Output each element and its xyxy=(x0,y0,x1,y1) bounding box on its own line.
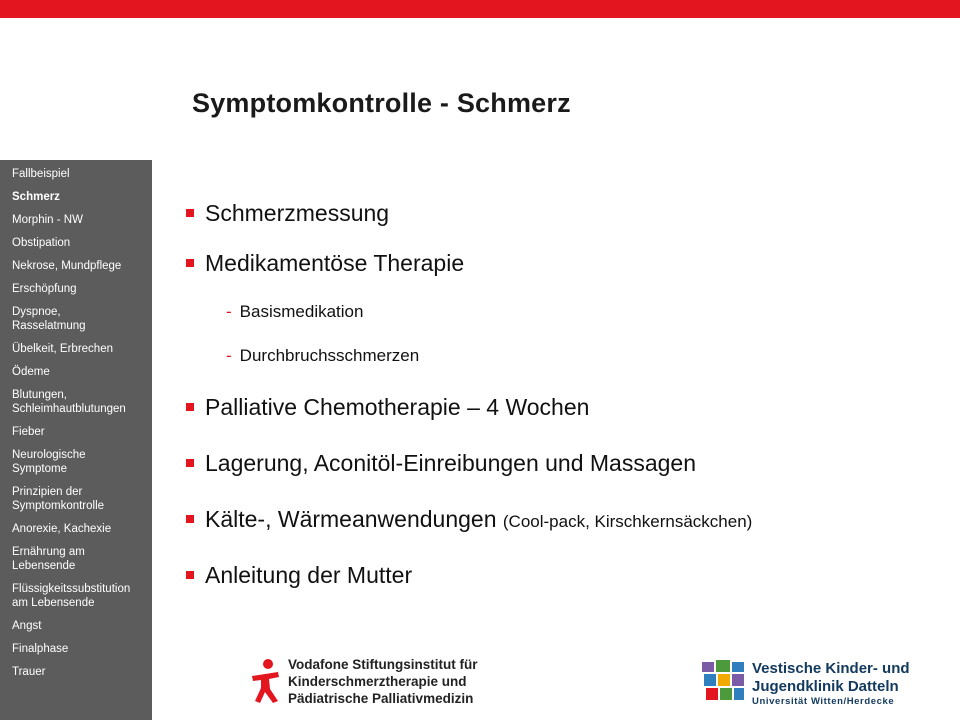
bullet-text: Palliative Chemotherapie – 4 Wochen xyxy=(205,394,590,420)
bullet-item xyxy=(186,394,589,421)
sidebar-item-label: Lebensende xyxy=(12,560,76,572)
sidebar-item-label: Ödeme xyxy=(12,366,50,378)
sidebar-item-label: Erschöpfung xyxy=(12,283,77,295)
vodafone-institute-logo xyxy=(248,656,478,709)
sidebar-item-label: Ernährung am xyxy=(12,546,85,558)
logo-line: Kinderschmerztherapie und xyxy=(288,674,467,689)
bullet-square-icon xyxy=(186,571,194,579)
sidebar-item[interactable] xyxy=(0,255,152,278)
sidebar-item-label: Übelkeit, Erbrechen xyxy=(12,343,113,355)
sidebar-item-label: Obstipation xyxy=(12,237,71,249)
sidebar-item[interactable] xyxy=(0,578,152,615)
sidebar-item[interactable] xyxy=(0,661,152,684)
vestische-klinik-logo xyxy=(700,658,910,713)
sidebar-item-label: Angst xyxy=(12,620,42,632)
sub-bullet-item xyxy=(226,302,363,322)
sidebar-item[interactable] xyxy=(0,301,152,338)
sidebar-item[interactable] xyxy=(0,232,152,255)
sidebar-item-label: Morphin - NW xyxy=(12,214,83,226)
bullet-text: Kälte-, Wärmeanwendungen xyxy=(205,506,497,532)
bullet-item xyxy=(186,450,696,477)
bullet-text: Anleitung der Mutter xyxy=(205,562,413,588)
sidebar-item-label: Fieber xyxy=(12,426,45,438)
sub-bullet-text: Basismedikation xyxy=(239,302,364,321)
sidebar-nav xyxy=(0,160,152,720)
sidebar-item-label: Schmerz xyxy=(12,191,60,203)
sidebar-item[interactable] xyxy=(0,481,152,518)
child-figure-icon xyxy=(248,656,284,704)
bullet-item xyxy=(186,562,412,589)
sidebar-list xyxy=(0,163,152,684)
bullet-item xyxy=(186,250,464,277)
sidebar-item-label: Prinzipien der xyxy=(12,486,83,498)
bullet-text: Medikamentöse Therapie xyxy=(205,250,465,276)
clinic-mosaic-icon xyxy=(700,658,748,708)
sidebar-item[interactable] xyxy=(0,421,152,444)
university-name: Universität Witten/Herdecke xyxy=(752,696,895,707)
dash-icon: - xyxy=(226,346,232,365)
sidebar-item-label: Nekrose, Mundpflege xyxy=(12,260,122,272)
sidebar-item-label: Schleimhautblutungen xyxy=(12,403,126,415)
sidebar-item[interactable] xyxy=(0,384,152,421)
sidebar-item-label: Rasselatmung xyxy=(12,320,86,332)
bullet-item xyxy=(186,200,389,227)
sidebar-item-label: Anorexie, Kachexie xyxy=(12,523,112,535)
sidebar-item[interactable] xyxy=(0,186,152,209)
logo-line: Vestische Kinder- und xyxy=(752,660,910,677)
sidebar-item-label: Symptome xyxy=(12,463,67,475)
sidebar-item-label: am Lebensende xyxy=(12,597,95,609)
sidebar-item-label: Blutungen, xyxy=(12,389,67,401)
sidebar-item[interactable] xyxy=(0,541,152,578)
bullet-square-icon xyxy=(186,459,194,467)
dash-icon: - xyxy=(226,302,232,321)
sub-bullet-text: Durchbruchsschmerzen xyxy=(239,346,420,365)
sidebar-item-label: Finalphase xyxy=(12,643,69,655)
bullet-square-icon xyxy=(186,515,194,523)
bullet-square-icon xyxy=(186,209,194,217)
bullet-square-icon xyxy=(186,403,194,411)
bullet-text: Schmerzmessung xyxy=(205,200,390,226)
clinic-logo-text xyxy=(752,660,910,696)
sidebar-item[interactable] xyxy=(0,615,152,638)
sidebar-item[interactable] xyxy=(0,278,152,301)
logo-line: Vodafone Stiftungsinstitut für xyxy=(288,657,478,672)
sidebar-item[interactable] xyxy=(0,209,152,232)
sidebar-item-label: Neurologische xyxy=(12,449,86,461)
sidebar-item-label: Flüssigkeitssubstitution xyxy=(12,583,131,595)
sidebar-item-label: Dyspnoe, xyxy=(12,306,61,318)
sidebar-item[interactable] xyxy=(0,361,152,384)
bullet-square-icon xyxy=(186,259,194,267)
page-title: Symptomkontrolle - Schmerz xyxy=(192,88,571,118)
bullet-text: Lagerung, Aconitöl-Einreibungen und Massagen xyxy=(205,450,697,476)
logo-line: Pädiatrische Palliativmedizin xyxy=(288,691,474,706)
sidebar-item-label: Trauer xyxy=(12,666,46,678)
sidebar-item[interactable] xyxy=(0,163,152,186)
sidebar-item[interactable] xyxy=(0,338,152,361)
sub-bullet-item xyxy=(226,346,419,366)
top-red-bar xyxy=(0,0,960,18)
sidebar-item[interactable] xyxy=(0,638,152,661)
bullet-item xyxy=(186,506,752,533)
sidebar-item[interactable] xyxy=(0,444,152,481)
sidebar-item-label: Fallbeispiel xyxy=(12,168,70,180)
vodafone-logo-text xyxy=(288,656,477,707)
logo-line: Jugendklinik Datteln xyxy=(752,678,899,695)
bullet-note: (Cool-pack, Kirschkernsäckchen) xyxy=(502,512,753,531)
sidebar-item[interactable] xyxy=(0,518,152,541)
sidebar-item-label: Symptomkontrolle xyxy=(12,500,105,512)
